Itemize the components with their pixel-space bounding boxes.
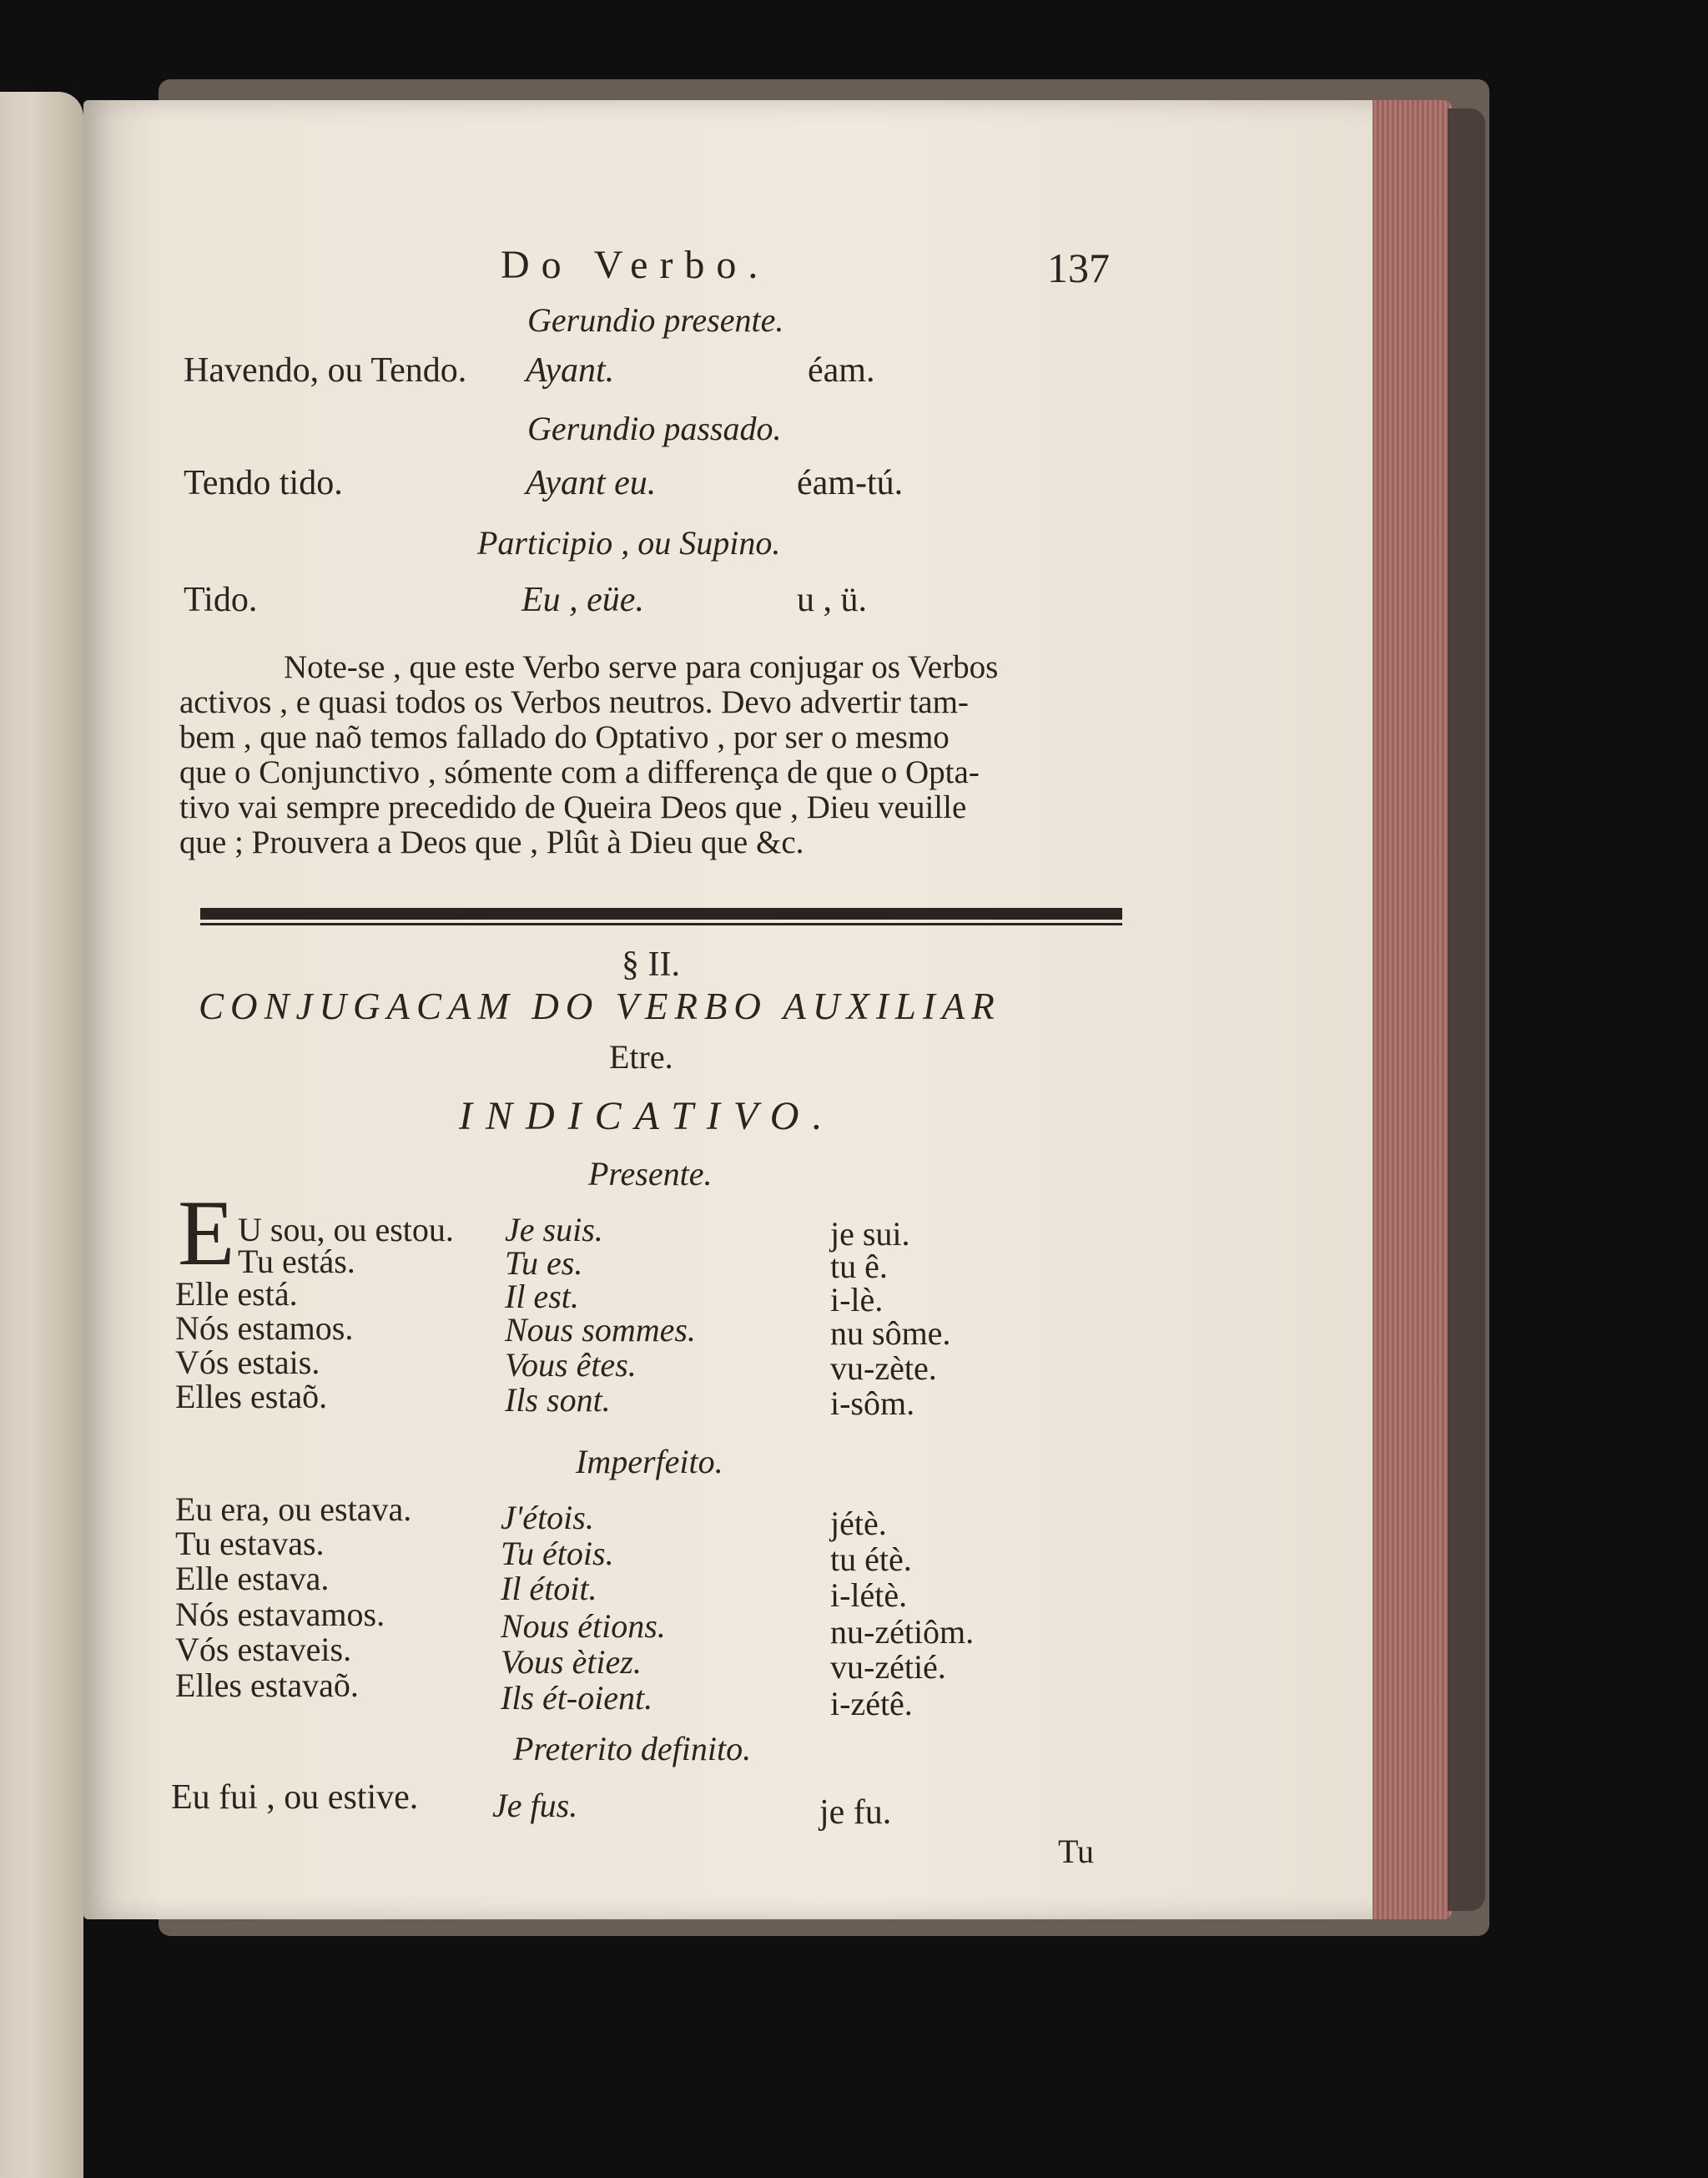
imperfeito-heading: Imperfeito. bbox=[576, 1443, 723, 1480]
presente-pt: U sou, ou estou. bbox=[238, 1211, 454, 1248]
presente-heading: Presente. bbox=[588, 1155, 713, 1192]
presente-pt: Vós estais. bbox=[175, 1344, 320, 1381]
running-head: Do Verbo. bbox=[501, 243, 770, 287]
imperfeito-pron: nu-zétiôm. bbox=[830, 1613, 975, 1651]
presente-fr: Ils sont. bbox=[505, 1381, 611, 1419]
presente-pron: i-sôm. bbox=[830, 1384, 915, 1422]
presente-fr: Je suis. bbox=[505, 1211, 603, 1248]
imperfeito-pron: i-zétê. bbox=[830, 1685, 913, 1722]
section-rule bbox=[200, 908, 1122, 920]
note-line: que ; Prouvera a Deos que , Plût à Dieu que &c. bbox=[179, 824, 804, 860]
imperfeito-pt: Nós estavamos. bbox=[175, 1596, 385, 1633]
imperfeito-pt: Vós estaveis. bbox=[175, 1631, 352, 1668]
section-verb: Etre. bbox=[609, 1038, 673, 1076]
preterito-pron: je fu. bbox=[819, 1793, 892, 1832]
mood-heading: INDICATIVO. bbox=[459, 1094, 836, 1138]
presente-pron: i-lè. bbox=[830, 1281, 884, 1318]
presente-pt: Elles estaõ. bbox=[175, 1378, 328, 1415]
imperfeito-fr: J'étois. bbox=[501, 1499, 594, 1536]
note-line: activos , e quasi todos os Verbos neutros. Devo advertir tam- bbox=[179, 684, 969, 720]
presente-fr: Vous êtes. bbox=[505, 1346, 637, 1384]
section-rule-thin bbox=[200, 923, 1122, 925]
gerundio-presente-pt: Havendo, ou Tendo. bbox=[184, 351, 467, 390]
gerundio-presente-fr: Ayant. bbox=[526, 351, 615, 390]
presente-pt: Elle está. bbox=[175, 1275, 298, 1313]
imperfeito-pt: Elles estavaõ. bbox=[175, 1666, 359, 1704]
preterito-heading: Preterito definito. bbox=[513, 1730, 752, 1767]
participio-fr: Eu , eüe. bbox=[521, 581, 644, 619]
gerundio-passado-pron: éam-tú. bbox=[797, 464, 904, 502]
presente-fr: Il est. bbox=[505, 1278, 579, 1315]
imperfeito-fr: Ils ét-oient. bbox=[501, 1679, 653, 1717]
imperfeito-fr: Vous ètiez. bbox=[501, 1643, 642, 1681]
note-line: tivo vai sempre precedido de Queira Deos que , Dieu veuille bbox=[179, 789, 967, 825]
presente-pron: vu-zète. bbox=[830, 1349, 937, 1387]
presente-pt: Nós estamos. bbox=[175, 1309, 354, 1347]
participio-heading: Participio , ou Supino. bbox=[477, 524, 781, 562]
page-number: 137 bbox=[1047, 245, 1110, 291]
participio-pt: Tido. bbox=[184, 581, 258, 619]
gerundio-passado-pt: Tendo tido. bbox=[184, 464, 343, 502]
gerundio-presente-heading: Gerundio presente. bbox=[527, 301, 784, 339]
presente-fr: Tu es. bbox=[505, 1244, 583, 1282]
section-number: § II. bbox=[622, 945, 680, 984]
note-line: que o Conjunctivo , sómente com a differença de que o Opta- bbox=[179, 754, 980, 790]
presente-pron: je sui. bbox=[830, 1215, 910, 1253]
imperfeito-pron: vu-zétié. bbox=[830, 1648, 946, 1686]
imperfeito-pt: Eu era, ou estava. bbox=[175, 1490, 412, 1528]
participio-pron: u , ü. bbox=[797, 581, 867, 619]
section-title: CONJUGACAM DO VERBO AUXILIAR bbox=[199, 986, 1001, 1027]
imperfeito-pron: jétè. bbox=[830, 1505, 887, 1542]
gerundio-passado-fr: Ayant eu. bbox=[526, 464, 657, 502]
imperfeito-fr: Tu étois. bbox=[501, 1535, 614, 1572]
preterito-fr: Je fus. bbox=[492, 1787, 578, 1824]
imperfeito-fr: Nous étions. bbox=[501, 1607, 666, 1645]
note-line: Note-se , que este Verbo serve para conjugar os Verbos bbox=[284, 649, 999, 685]
imperfeito-pron: i-létè. bbox=[830, 1576, 908, 1614]
presente-fr: Nous sommes. bbox=[505, 1311, 696, 1349]
catchword: Tu bbox=[1058, 1833, 1095, 1870]
presente-pt: Tu estás. bbox=[238, 1243, 355, 1280]
imperfeito-pt: Elle estava. bbox=[175, 1560, 330, 1597]
preterito-pt: Eu fui , ou estive. bbox=[171, 1778, 419, 1817]
drop-cap: E bbox=[178, 1182, 235, 1285]
presente-pron: tu ê. bbox=[830, 1248, 888, 1285]
presente-pron: nu sôme. bbox=[830, 1314, 951, 1352]
imperfeito-fr: Il étoit. bbox=[501, 1570, 597, 1607]
note-line: bem , que naõ temos fallado do Optativo , por ser o mesmo bbox=[179, 719, 950, 755]
imperfeito-pt: Tu estavas. bbox=[175, 1525, 325, 1562]
imperfeito-pron: tu étè. bbox=[830, 1540, 912, 1578]
gerundio-passado-heading: Gerundio passado. bbox=[527, 410, 782, 447]
gerundio-presente-pron: éam. bbox=[808, 351, 875, 390]
